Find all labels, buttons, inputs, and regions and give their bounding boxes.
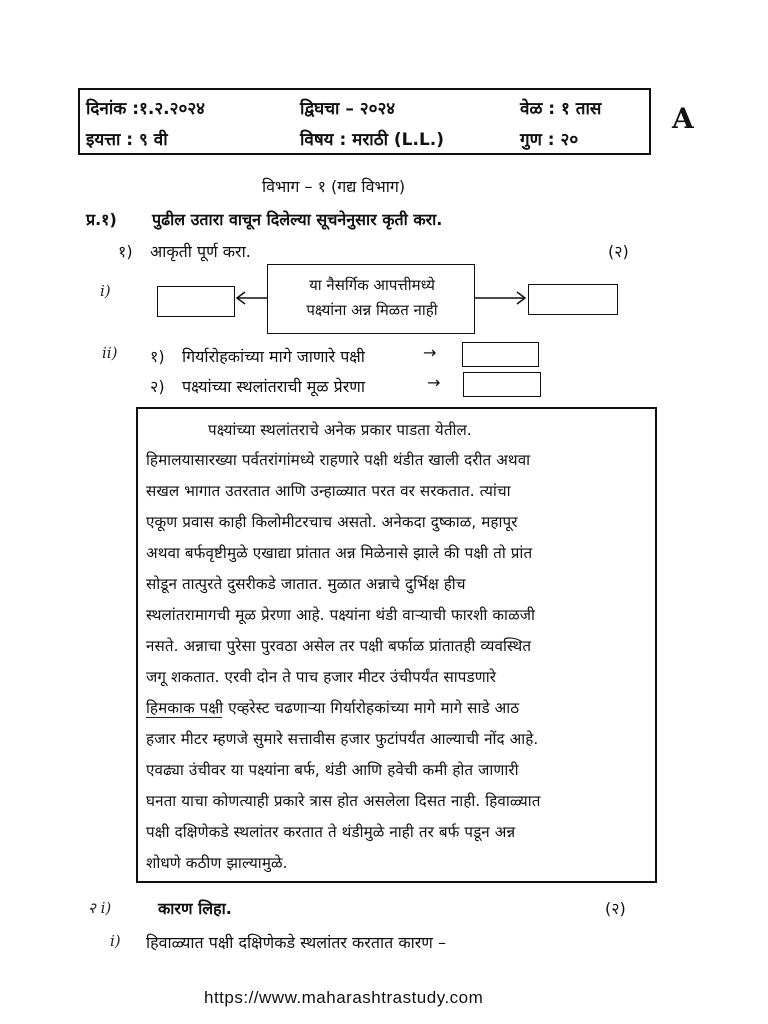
passage-line: सोडून तात्पुरते दुसरीकडे जातात. मुळात अन्नाचे दुर्भिक्ष हीच (146, 575, 466, 593)
passage-line: हिमालयासारख्या पर्वतरांगांमध्ये राहणारे पक्षी थंडीत खाली दरीत अथवा (146, 451, 531, 469)
sub-question-marks: (२) (608, 242, 629, 261)
passage-line: एवढ्या उंचीवर या पक्ष्यांना बर्फ, थंडी आणि हवेची कमी होत जाणारी (146, 761, 519, 779)
q2-marks: (२) (605, 899, 626, 918)
concept-line-1: या नैसर्गिक आपत्तीमध्ये (309, 276, 435, 294)
question-number: प्र.१) (86, 210, 117, 229)
question-instruction: पुढील उतारा वाचून दिलेल्या सूचनेनुसार कृती करा. (152, 210, 443, 229)
passage-line: पक्ष्यांच्या स्थलांतराचे अनेक प्रकार पाडता येतील. (208, 421, 472, 439)
answer-box-item-2 (463, 372, 541, 397)
passage-line: शोधणे कठीण झाल्यामुळे. (146, 854, 288, 872)
answer-box-right (528, 284, 618, 315)
underline-mark (146, 717, 222, 718)
exam-subject: विषय : मराठी (L.L.) (300, 130, 445, 150)
q2-instruction: कारण लिहा. (158, 899, 232, 918)
handwritten-mark-i-2: i) (110, 932, 121, 950)
passage-line: हिमकाक पक्षी एव्हरेस्ट चढणाऱ्या गिर्यारोहकांच्या मागे मागे साडे आठ (146, 699, 520, 717)
sub-question-number: १) (118, 242, 133, 261)
item-1-arrow-icon: → (423, 343, 437, 362)
exam-title: द्विघचा – २०२४ (300, 99, 396, 119)
concept-line-2: पक्ष्यांना अन्न मिळत नाही (306, 301, 438, 319)
exam-duration: वेळ : १ तास (520, 99, 602, 119)
passage-line: सखल भागात उतरतात आणि उन्हाळ्यात परत वर सरकतात. त्यांचा (146, 482, 511, 500)
handwritten-mark-ii: ii) (102, 344, 118, 362)
passage-line: स्थलांतरामागची मूळ प्रेरणा आहे. पक्ष्यांना थंडी वाऱ्याची फारशी काळजी (146, 606, 536, 624)
handwritten-mark-2i: २ i) (88, 899, 112, 917)
item-2-number: २) (150, 377, 165, 396)
passage-line: नसते. अन्नाचा पुरेसा पुरवठा असेल तर पक्षी बर्फाळ प्रांतातही व्यवस्थित (146, 637, 532, 655)
diagram-arrows (234, 288, 534, 308)
footer-url: https://www.maharashtrastudy.com (204, 988, 484, 1007)
item-2-arrow-icon: → (427, 373, 441, 392)
section-title: विभाग – १ (गद्य विभाग) (262, 177, 406, 196)
item-2-text: पक्ष्यांच्या स्थलांतराची मूळ प्रेरणा (182, 377, 365, 396)
paper-set-letter: A (672, 102, 694, 135)
exam-standard: इयत्ता : ९ वी (86, 130, 168, 150)
passage-line: घनता याचा कोणत्याही प्रकारे त्रास होत असलेला दिसत नाही. हिवाळ्यात (146, 792, 541, 810)
answer-box-item-1 (462, 342, 539, 367)
passage-line: हजार मीटर म्हणजे सुमारे सत्तावीस हजार फुटांपर्यंत आल्याची नोंद आहे. (146, 730, 539, 748)
sub-question-text: आकृती पूर्ण करा. (150, 242, 251, 261)
passage-line: अथवा बर्फवृष्टीमुळे एखाद्या प्रांतात अन्न मिळेनासे झाले की पक्षी तो प्रांत (146, 544, 533, 562)
exam-date: दिनांक :१.२.२०२४ (86, 99, 205, 119)
passage-line: जगू शकतात. एरवी दोन ते पाच हजार मीटर उंचीपर्यंत सापडणारे (146, 668, 497, 686)
item-1-text: गिर्यारोहकांच्या मागे जाणारे पक्षी (182, 347, 365, 366)
item-1-number: १) (150, 347, 165, 366)
passage-line: एकूण प्रवास काही किलोमीटरचाच असतो. अनेकदा दुष्काळ, महापूर (146, 513, 518, 531)
passage-line: पक्षी दक्षिणेकडे स्थलांतर करतात ते थंडीमुळे नाही तर बर्फ पडून अन्न (146, 823, 516, 841)
handwritten-mark-i: i) (100, 282, 111, 300)
q2-sentence: हिवाळ्यात पक्षी दक्षिणेकडे स्थलांतर करतात कारण – (146, 933, 446, 952)
exam-marks: गुण : २० (520, 130, 579, 150)
answer-box-left (157, 286, 235, 317)
